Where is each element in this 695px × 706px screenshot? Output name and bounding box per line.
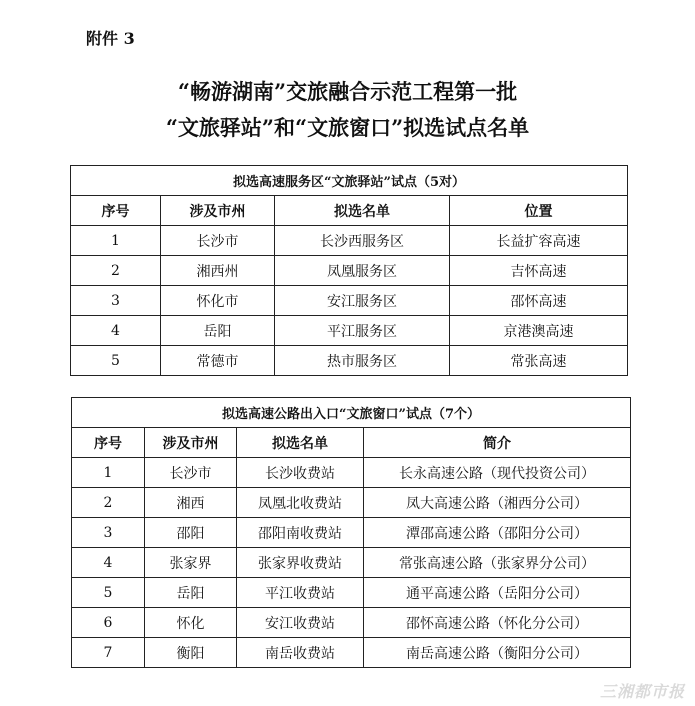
newspaper-watermark: 三湘都市报 <box>599 682 685 701</box>
cell-name: 安江服务区 <box>275 286 450 316</box>
cell-location: 吉怀高速 <box>450 256 628 286</box>
cell-location: 常张高速 <box>450 346 628 376</box>
cell-name: 安江收费站 <box>237 608 364 638</box>
table-row <box>71 316 628 346</box>
table-row <box>72 548 631 578</box>
col-header-index: 序号 <box>71 196 161 226</box>
cell-index: 5 <box>71 346 161 376</box>
table-caption-row <box>72 398 631 428</box>
table-header-row <box>72 428 631 458</box>
cell-city: 湘西 <box>145 488 237 518</box>
service-area-table <box>70 165 628 376</box>
cell-name: 凤凰北收费站 <box>237 488 364 518</box>
cell-city: 岳阳 <box>145 578 237 608</box>
table-caption-row <box>71 166 628 196</box>
table-row <box>72 458 631 488</box>
col-header-location: 位置 <box>450 196 628 226</box>
col-header-intro: 简介 <box>364 428 631 458</box>
cell-intro: 常张高速公路（张家界分公司） <box>364 548 631 578</box>
attachment-label: 附件 3 <box>86 29 135 48</box>
table-row <box>71 346 628 376</box>
cell-name: 邵阳南收费站 <box>237 518 364 548</box>
cell-intro: 南岳高速公路（衡阳分公司） <box>364 638 631 668</box>
cell-city: 邵阳 <box>145 518 237 548</box>
table-row <box>71 226 628 256</box>
cell-index: 1 <box>72 458 145 488</box>
table-row <box>71 256 628 286</box>
cell-intro: 通平高速公路（岳阳分公司） <box>364 578 631 608</box>
cell-index: 2 <box>71 256 161 286</box>
col-header-name: 拟选名单 <box>237 428 364 458</box>
cell-index: 4 <box>72 548 145 578</box>
table-row <box>72 518 631 548</box>
cell-index: 4 <box>71 316 161 346</box>
table-caption: 拟选高速服务区“文旅驿站”试点（5对） <box>71 166 628 196</box>
cell-name: 张家界收费站 <box>237 548 364 578</box>
col-header-city: 涉及市州 <box>145 428 237 458</box>
col-header-name: 拟选名单 <box>275 196 450 226</box>
cell-city: 常德市 <box>161 346 275 376</box>
cell-intro: 长永高速公路（现代投资公司） <box>364 458 631 488</box>
cell-name: 平江收费站 <box>237 578 364 608</box>
cell-location: 京港澳高速 <box>450 316 628 346</box>
table-row <box>72 488 631 518</box>
col-header-index: 序号 <box>72 428 145 458</box>
table-caption: 拟选高速公路出入口“文旅窗口”试点（7个） <box>72 398 631 428</box>
cell-location: 长益扩容高速 <box>450 226 628 256</box>
cell-city: 岳阳 <box>161 316 275 346</box>
cell-city: 长沙市 <box>145 458 237 488</box>
cell-city: 怀化 <box>145 608 237 638</box>
table-row <box>71 286 628 316</box>
table-row <box>72 578 631 608</box>
cell-name: 长沙收费站 <box>237 458 364 488</box>
cell-intro: 潭邵高速公路（邵阳分公司） <box>364 518 631 548</box>
cell-city: 长沙市 <box>161 226 275 256</box>
cell-index: 5 <box>72 578 145 608</box>
cell-city: 张家界 <box>145 548 237 578</box>
table-row <box>72 638 631 668</box>
cell-name: 南岳收费站 <box>237 638 364 668</box>
cell-index: 1 <box>71 226 161 256</box>
cell-index: 7 <box>72 638 145 668</box>
cell-intro: 邵怀高速公路（怀化分公司） <box>364 608 631 638</box>
cell-name: 热市服务区 <box>275 346 450 376</box>
cell-city: 湘西州 <box>161 256 275 286</box>
col-header-city: 涉及市州 <box>161 196 275 226</box>
cell-index: 2 <box>72 488 145 518</box>
cell-name: 凤凰服务区 <box>275 256 450 286</box>
cell-name: 平江服务区 <box>275 316 450 346</box>
cell-intro: 凤大高速公路（湘西分公司） <box>364 488 631 518</box>
document-title-line-2: “文旅驿站”和“文旅窗口”拟选试点名单 <box>165 115 530 140</box>
cell-city: 衡阳 <box>145 638 237 668</box>
cell-city: 怀化市 <box>161 286 275 316</box>
cell-location: 邵怀高速 <box>450 286 628 316</box>
table-header-row <box>71 196 628 226</box>
cell-index: 6 <box>72 608 145 638</box>
cell-index: 3 <box>71 286 161 316</box>
document-title-line-1: “畅游湖南”交旅融合示范工程第一批 <box>177 79 518 104</box>
cell-name: 长沙西服务区 <box>275 226 450 256</box>
table-row <box>72 608 631 638</box>
cell-index: 3 <box>72 518 145 548</box>
toll-station-table <box>71 397 631 668</box>
